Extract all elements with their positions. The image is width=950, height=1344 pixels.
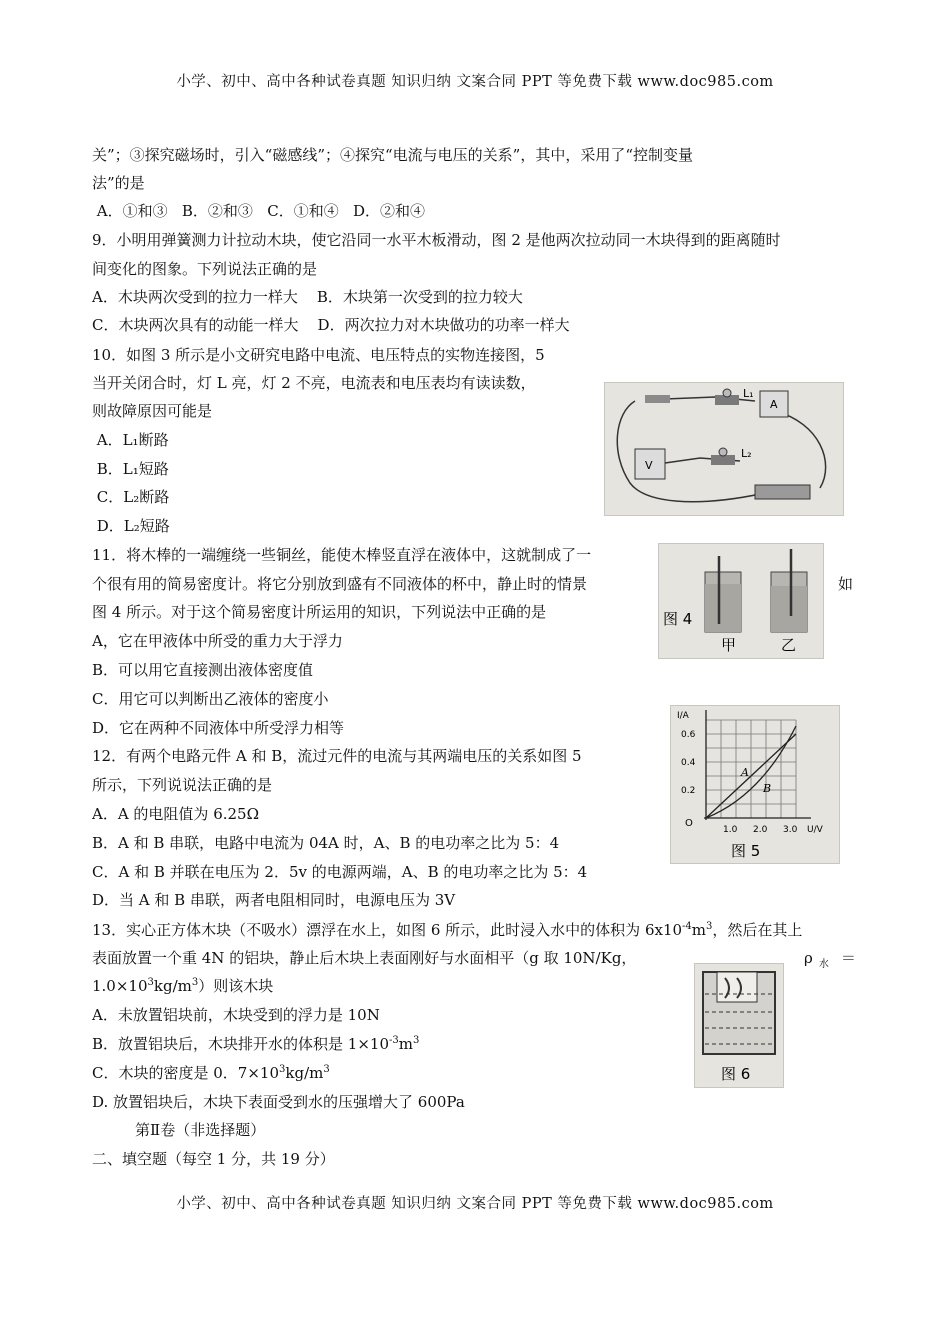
figure-5-label: 图 5	[731, 842, 761, 860]
battery-icon	[755, 485, 810, 499]
q13-line1: 13．实心正方体木块（不吸水）漂浮在水上，如图 6 所示，此时浸入水中的体积为 $6x10^{-4}m^3$，然后在其上	[92, 921, 803, 939]
q10-option-b: B．L₁短路	[92, 460, 169, 478]
section-2-title: 第Ⅱ卷（非选择题）	[135, 1121, 266, 1139]
q10-option-c: C．L₂断路	[92, 488, 170, 506]
figure-6-floating-block	[694, 963, 784, 1088]
page-footer: 小学、初中、高中各种试卷真题 知识归纳 文案合同 PPT 等免费下载 www.doc985.com	[176, 1196, 774, 1212]
q13-option-d: D. 放置铝块后，木块下表面受到水的压强增大了 600Pa	[92, 1093, 465, 1111]
ammeter-label: A	[770, 398, 778, 411]
voltmeter-label: V	[645, 459, 653, 472]
q13-line2: 表面放置一个重 4N 的铝块，静止后木块上表面刚好与水面相平（g 取 10N/Kg，	[92, 949, 637, 967]
q9-options-ab: A．木块两次受到的拉力一样大 B．木块第一次受到的拉力较大	[92, 288, 523, 306]
q8-options: A．①和③ B．②和③ C．①和④ D．②和④	[92, 202, 426, 220]
lamp-l1-label: L₁	[743, 387, 754, 400]
figure-6-label: 图 6	[721, 1065, 751, 1083]
q12-option-a: A．A 的电阻值为 6.25Ω	[92, 805, 260, 823]
q13-rho: ρ $_水$ ＝	[804, 949, 856, 970]
x-axis-label: U/V	[807, 825, 823, 835]
x-tick-1: 1.0	[723, 825, 738, 835]
q12-option-c: C．A 和 B 并联在电压为 2．5v 的电源两端，A、B 的电功率之比为 5：4	[92, 863, 588, 881]
q11-line3: 图 4 所示。对于这个简易密度计所运用的知识，下列说法中正确的是	[92, 603, 547, 621]
fill-in-heading: 二、填空题（每空 1 分，共 19 分）	[92, 1150, 335, 1168]
q9-line1: 9．小明用弹簧测力计拉动木块，使它沿同一水平木板滑动，图 2 是他两次拉动同一木块得到的距离随时	[92, 231, 781, 249]
q10-option-d: D．L₂短路	[92, 517, 170, 535]
q11-line2-tail: 如	[838, 575, 854, 593]
q11-option-d: D．它在两种不同液体中所受浮力相等	[92, 719, 345, 737]
curve-a-label: A	[741, 766, 749, 779]
curve-b-label: B	[763, 782, 772, 795]
q12-option-d: D．当 A 和 B 串联，两者电阻相同时，电源电压为 3V	[92, 891, 456, 909]
q11-option-b: B．可以用它直接测出液体密度值	[92, 661, 314, 679]
q10-line3: 则故障原因可能是	[92, 402, 213, 420]
y-tick-04: 0.4	[681, 758, 696, 768]
q10-option-a: A．L₁断路	[92, 431, 169, 449]
q9-options-cd: C．木块两次具有的动能一样大 D．两次拉力对木块做功的功率一样大	[92, 316, 570, 334]
cup-right-label: 乙	[781, 636, 797, 654]
q11-line2: 个很有用的简易密度计。将它分别放到盛有不同液体的杯中，静止时的情景	[92, 575, 588, 593]
lamp-l2-label: L₂	[741, 447, 752, 460]
y-axis-label: I/A	[677, 711, 689, 721]
q13-option-b: B．放置铝块后，木块排开水的体积是 $1\times 10^{-3}m^3$	[92, 1035, 420, 1053]
q12-line2: 所示，下列说说法正确的是	[92, 776, 273, 794]
cup-left-label: 甲	[721, 636, 737, 654]
q10-line2: 当开关闭合时，灯 L 亮，灯 2 不亮，电流表和电压表均有读读数，	[92, 374, 536, 392]
x-tick-2: 2.0	[753, 825, 768, 835]
q11-option-c: C．用它可以判断出乙液体的密度小	[92, 690, 329, 708]
q12-line1: 12．有两个电路元件 A 和 B，流过元件的电流与其两端电压的关系如图 5	[92, 747, 582, 765]
figure-4-label: 图 4	[663, 610, 693, 628]
origin-label: O	[685, 818, 693, 829]
y-tick-06: 0.6	[681, 730, 696, 740]
q11-option-a: A，它在甲液体中所受的重力大于浮力	[92, 632, 343, 650]
figure-3-circuit	[604, 382, 844, 516]
q12-option-b: B．A 和 B 串联，电路中电流为 04A 时，A、B 的电功率之比为 5：4	[92, 834, 560, 852]
page-header: 小学、初中、高中各种试卷真题 知识归纳 文案合同 PPT 等免费下载 www.doc985.com	[176, 74, 774, 90]
x-tick-3: 3.0	[783, 825, 798, 835]
figure-4-density-meter	[658, 543, 824, 659]
q13-option-a: A．未放置铝块前，木块受到的浮力是 10N	[92, 1006, 380, 1024]
q13-line3: $1.0\times 10^3kg/m^3$）则该木块	[92, 977, 274, 995]
y-tick-02: 0.2	[681, 786, 696, 796]
q11-line1: 11．将木棒的一端缠绕一些铜丝，能使木棒竖直浮在液体中，这就制成了一	[92, 546, 592, 564]
q9-line2: 间变化的图象。下列说法正确的是	[92, 260, 318, 278]
q8-line1: 关”；③探究磁场时，引入“磁感线”；④探究“电流与电压的关系”，其中，采用了“控制变量	[92, 146, 694, 164]
q8-line2: 法”的是	[92, 174, 145, 192]
figure-5-iu-graph	[670, 705, 840, 864]
switch-icon	[645, 395, 670, 403]
q10-line1: 10．如图 3 所示是小文研究电路中电流、电压特点的实物连接图，5	[92, 346, 545, 364]
q13-option-c: C．木块的密度是 0．$7\times 10^3kg/m^3$	[92, 1064, 330, 1082]
